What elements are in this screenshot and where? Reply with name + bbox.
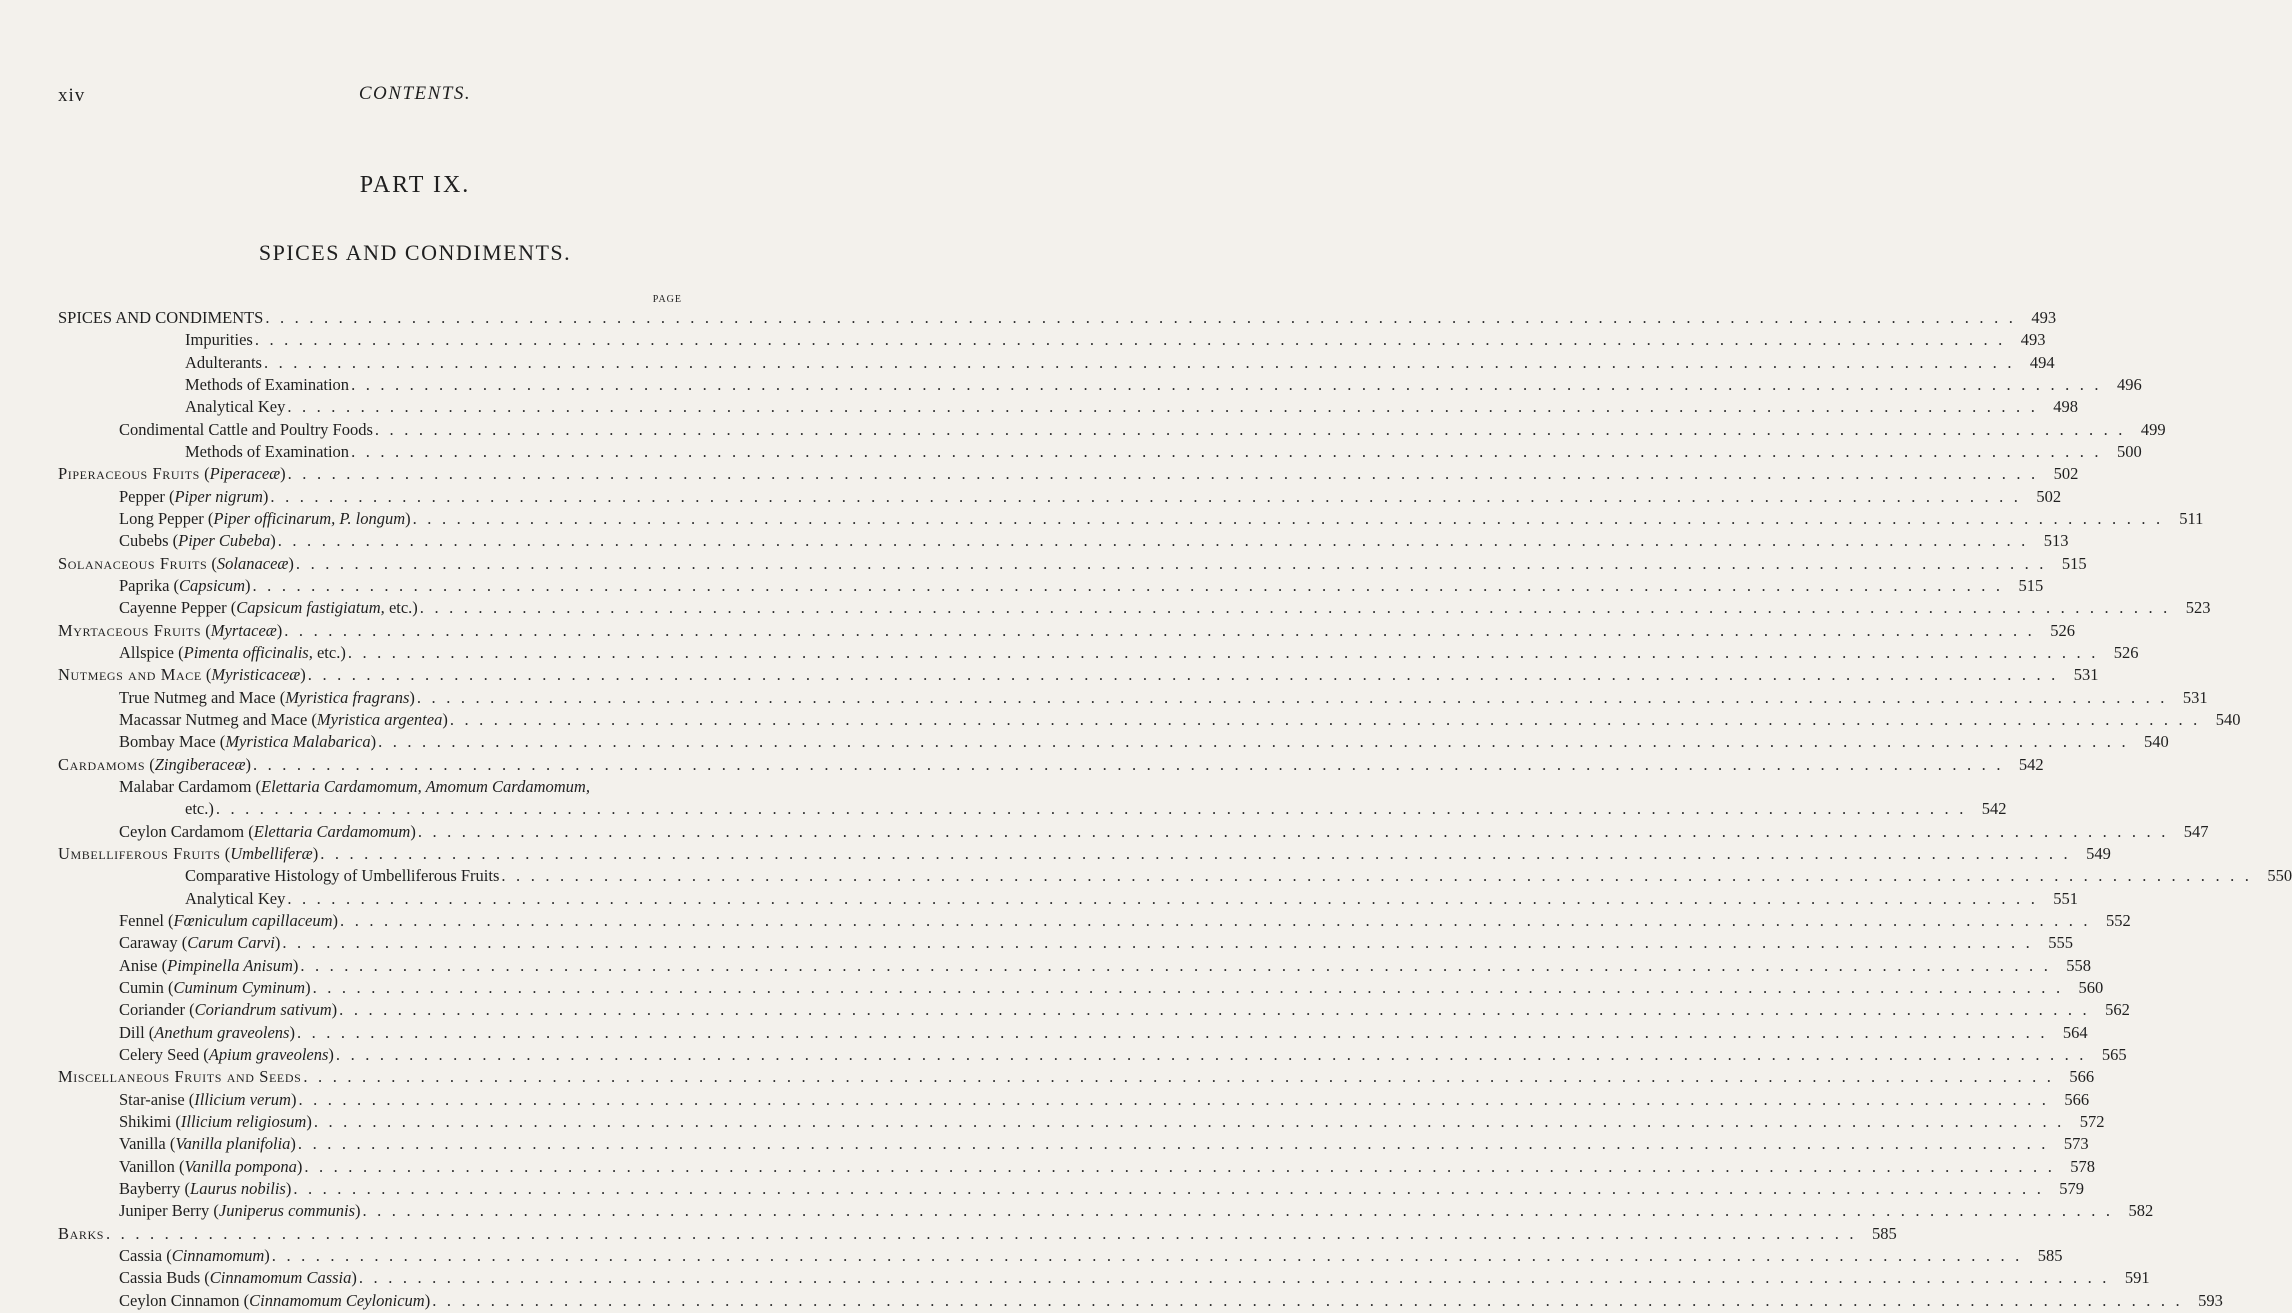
dot-leader: . . . . . . . . . . . . . . . . . . . . . . . . . . . . . . . . . . . . . . . . . . . . . . . . . . . . . . . . . . . . . . . . . . . . . . . . . . . . . . . . . . . . . . . . . . . . . . . . . . . . . . . . . . . . . . . . . . . . . . . . bbox=[313, 1111, 2065, 1131]
toc-entry-title-part: Myristica Malabarica bbox=[225, 732, 371, 752]
toc-entry bbox=[119, 1268, 2150, 1290]
toc-entry-page-number: 502 bbox=[2053, 464, 2079, 484]
toc-entry-title bbox=[119, 911, 338, 931]
toc-entry bbox=[119, 1044, 2127, 1067]
dot-leader: . . . . . . . . . . . . . . . . . . . . . . . . . . . . . . . . . . . . . . . . . . . . . . . . . . . . . . . . . . . . . . . . . . . . . . . . . . . . . . . . . . . . . . . . . . . . . . . . . . . . . . . . . . . . . . . . . . . . . . . . bbox=[254, 330, 2006, 350]
toc-entry-page-number: 523 bbox=[2185, 598, 2211, 618]
toc-entry-title-part: Illicium verum bbox=[194, 1089, 291, 1109]
dot-leader: . . . . . . . . . . . . . . . . . . . . . . . . . . . . . . . . . . . . . . . . . . . . . . . . . . . . . . . . . . . . . . . . . . . . . . . . . . . . . . . . . . . . . . . . . . . . . . . . . . . . . . . . . . . . . . . . . . . . . . . . bbox=[252, 754, 2004, 774]
toc-entry-title-part: Ceylon Cardamom ( bbox=[119, 821, 254, 841]
toc-entry bbox=[119, 977, 2104, 1000]
dot-leader: . . . . . . . . . . . . . . . . . . . . . . . . . . . . . . . . . . . . . . . . . . . . . . . . . . . . . . . . . . . . . . . . . . . . . . . . . . . . . . . . . . . . . . . . . . . . . . . . . . . . . . . . . . . . . . . . . . . . . . . . bbox=[351, 441, 2102, 461]
toc-entry-title-part: Anise ( bbox=[119, 955, 168, 975]
toc-entry-title bbox=[58, 621, 282, 641]
toc-entry-title bbox=[119, 933, 280, 953]
toc-entry-title-part: Impurities bbox=[185, 330, 253, 350]
toc-entry-title bbox=[119, 956, 298, 976]
toc-entry-title bbox=[119, 643, 346, 663]
toc-entry-title-part: ) bbox=[405, 508, 411, 528]
toc-entry-title bbox=[119, 1291, 430, 1311]
dot-leader: . . . . . . . . . . . . . . . . . . . . . . . . . . . . . . . . . . . . . . . . . . . . . . . . . . . . . . . . . . . . . . . . . . . . . . . . . . . . . . . . . . . . . . . . . . . . . . . . . . . . . . . . . . . . . . . . . . . . . . . . bbox=[412, 508, 2164, 528]
toc-entry-title-part: Methods of Examination bbox=[185, 441, 350, 461]
toc-entry-page-number: 593 bbox=[2198, 1290, 2223, 1310]
toc-entry-title-part: ) bbox=[292, 955, 299, 975]
toc-entry bbox=[185, 888, 2079, 911]
toc-entry-title-part: etc.) bbox=[312, 642, 346, 662]
toc-entry-title-part: ) bbox=[306, 1111, 312, 1131]
toc-entry-title bbox=[119, 1045, 334, 1065]
toc-entry-title-part: ) bbox=[276, 620, 283, 640]
toc-entry-title bbox=[185, 866, 499, 886]
toc-entry-title-part: Cassia ( bbox=[119, 1245, 172, 1265]
dot-leader: . . . . . . . . . . . . . . . . . . . . . . . . . . . . . . . . . . . . . . . . . . . . . . . . . . . . . . . . . . . . . . . . . . . . . . . . . . . . . . . . . . . . . . . . . . . . . . . . . . . . . . . . . . . . . . . . . . . . . . . . bbox=[340, 910, 2091, 930]
toc-entry-page-number: 560 bbox=[2078, 977, 2104, 997]
toc-entry-title-part: Methods of Examination bbox=[185, 374, 350, 394]
toc-entry-page-number: 515 bbox=[2018, 575, 2044, 595]
toc-entry-title-part: Fœniculum capillaceum bbox=[173, 910, 333, 930]
toc-entry-title-part: Comparative Histology of Umbelliferous Fruits bbox=[185, 866, 500, 886]
dot-leader: . . . . . . . . . . . . . . . . . . . . . . . . . . . . . . . . . . . . . . . . . . . . . . . . . . . . . . . . . . . . . . . . . . . . . . . . . . . . . . . . . . . . . . . . . . . . . . . . . . . . . . . . . . . . . . . . . . . . . . . . bbox=[416, 687, 2168, 707]
toc-entry-title-part: ) bbox=[312, 843, 319, 863]
toc-entry-title-part: Carum Carvi bbox=[187, 933, 275, 953]
toc-entry-title-part: Bombay Mace ( bbox=[119, 732, 226, 752]
toc-entry-title-part: Vanilla ( bbox=[119, 1134, 176, 1154]
toc-entry-page-number: 572 bbox=[2079, 1111, 2105, 1131]
dot-leader: . . . . . . . . . . . . . . . . . . . . . . . . . . . . . . . . . . . . . . . . . . . . . . . . . . . . . . . . . . . . . . . . . . . . . . . . . . . . . . . . . . . . . . . . . . . . . . . . . . . . . . . . . . . . . . . . . . . . . . . . bbox=[419, 598, 2171, 618]
toc-entry-title-part: ( bbox=[201, 665, 212, 685]
dot-leader: . . . . . . . . . . . . . . . . . . . . . . . . . . . . . . . . . . . . . . . . . . . . . . . . . . . . . . . . . . . . . . . . . . . . . . . . . . . . . . . . . . . . . . . . . . . . . . . . . . . . . . . . . . . . . . . . . . . . . . . . bbox=[362, 1201, 2114, 1221]
toc-entry-title-part: Juniperus communis bbox=[218, 1201, 355, 1221]
dot-leader: . . . . . . . . . . . . . . . . . . . . . . . . . . . . . . . . . . . . . . . . . . . . . . . . . . . . . . . . . . . . . . . . . . . . . . . . . . . . . . . . . . . . . . . . . . . . . . . . . . . . . . . . . . . . . . . . . . . . . . . . bbox=[320, 843, 2071, 863]
toc-entry bbox=[119, 1134, 2089, 1156]
dot-leader: . . . . . . . . . . . . . . . . . . . . . . . . . . . . . . . . . . . . . . . . . . . . . . . . . . . . . . . . . . . . . . . . . . . . . . . . . . . . . . . . . . . . . . . . . . . . . . . . . . . . . . . . . . . . . . . . . . . . . . . . bbox=[307, 665, 2059, 685]
toc-entry-page-number: 526 bbox=[2113, 642, 2139, 662]
toc-entry-title-part: Paprika ( bbox=[119, 575, 180, 595]
toc-entry-title bbox=[58, 308, 263, 328]
dot-leader: . . . . . . . . . . . . . . . . . . . . . . . . . . . . . . . . . . . . . . . . . . . . . . . . . . . . . . . . . . . . . . . . . . . . . . . . . . . . . . . . . . . . . . . . . . . . . . . . . . . . . . . . . . . . . . . . . . . . . . . . bbox=[271, 1245, 2023, 1265]
part-title: PART IX. bbox=[359, 172, 471, 198]
toc-entry-title bbox=[119, 1201, 361, 1221]
toc-entry-title-part: Bayberry ( bbox=[119, 1178, 191, 1198]
toc-entry-title bbox=[58, 665, 306, 685]
toc-entry-page-number: 550 bbox=[2267, 866, 2292, 886]
toc-entry-title-part: Myristica argentea bbox=[316, 709, 443, 729]
dot-leader: . . . . . . . . . . . . . . . . . . . . . . . . . . . . . . . . . . . . . . . . . . . . . . . . . . . . . . . . . . . . . . . . . . . . . . . . . . . . . . . . . . . . . . . . . . . . . . . . . . . . . . . . . . . . . . . . . . . . . . . . bbox=[270, 486, 2022, 506]
dot-leader: . . . . . . . . . . . . . . . . . . . . . . . . . . . . . . . . . . . . . . . . . . . . . . . . . . . . . . . . . . . . . . . . . . . . . . . . . . . . . . . . . . . . . . . . . . . . . . . . . . . . . . . . . . . . . . . . . . . . . . . . bbox=[287, 888, 2039, 908]
dot-leader: . . . . . . . . . . . . . . . . . . . . . . . . . . . . . . . . . . . . . . . . . . . . . . . . . . . . . . . . . . . . . . . . . . . . . . . . . . . . . . . . . . . . . . . . . . . . . . . . . . . . . . . . . . . . . . . . . . . . . . . . bbox=[339, 1000, 2090, 1020]
toc-entry-title-part: Myrtaceous Fruits bbox=[58, 620, 202, 640]
dot-leader: . . . . . . . . . . . . . . . . . . . . . . . . . . . . . . . . . . . . . . . . . . . . . . . . . . . . . . . . . . . . . . . . . . . . . . . . . . . . . . . . . . . . . . . . . . . . . . . . . . . . . . . . . . . . . . . . . . . . . . . . bbox=[312, 977, 2064, 997]
toc-entry bbox=[185, 441, 2142, 464]
dot-leader: . . . . . . . . . . . . . . . . . . . . . . . . . . . . . . . . . . . . . . . . . . . . . . . . . . . . . . . . . . . . . . . . . . . . . . . . . . . . . . . . . . . . . . . . . . . . . . . . . . . . . . . . . . . . . . . . . . . . . . . . bbox=[263, 352, 2015, 372]
toc-entry-title bbox=[58, 1224, 104, 1244]
toc-entry bbox=[58, 843, 2111, 866]
toc-entry-page-number: 564 bbox=[2062, 1022, 2088, 1042]
toc-entry-title bbox=[119, 1023, 295, 1043]
toc-entry bbox=[119, 1201, 2154, 1223]
toc-entry-page-number: 500 bbox=[2117, 441, 2142, 461]
toc-entry-title-part: ) bbox=[328, 1044, 334, 1064]
toc-entry bbox=[119, 955, 2092, 978]
toc-entry-title bbox=[119, 710, 448, 730]
toc-entry-title-part: SPICES AND CONDIMENTS bbox=[58, 308, 264, 327]
toc-entry-title-part: Nutmegs and Mace bbox=[58, 665, 202, 685]
toc-entry bbox=[119, 1156, 2096, 1179]
dot-leader: . . . . . . . . . . . . . . . . . . . . . . . . . . . . . . . . . . . . . . . . . . . . . . . . . . . . . . . . . . . . . . . . . . . . . . . . . . . . . . . . . . . . . . . . . . . . . . . . . . . . . . . . . . . . . . . . . . . . . . . . bbox=[297, 1134, 2049, 1154]
toc-entry-title-part: ) bbox=[442, 709, 448, 729]
dot-leader: . . . . . . . . . . . . . . . . . . . . . . . . . . . . . . . . . . . . . . . . . . . . . . . . . . . . . . . . . . . . . . . . . . . . . . . . . . . . . . . . . . . . . . . . . . . . . . . . . . . . . . . . . . . . . . . . . . . . . . . . bbox=[282, 933, 2034, 953]
toc-entry-title-part: ) bbox=[370, 732, 377, 752]
toc-entry-title-part: Myrtaceæ bbox=[210, 620, 277, 640]
toc-entry bbox=[58, 464, 2079, 486]
toc-entry bbox=[119, 1089, 2090, 1112]
toc-entry-title-part: etc.) bbox=[185, 799, 214, 819]
toc-entry-title-part: Cassia Buds ( bbox=[119, 1268, 210, 1288]
toc-entry-title-part: ) bbox=[288, 553, 294, 573]
toc-entry-title bbox=[119, 1268, 357, 1288]
toc-entry-title-part: Cuminum Cyminum bbox=[173, 977, 306, 997]
toc-entry-page-number: 499 bbox=[2140, 419, 2166, 439]
toc-entry bbox=[119, 575, 2044, 598]
toc-entry bbox=[58, 1067, 2095, 1089]
toc-entry-title bbox=[119, 978, 311, 998]
dot-leader: . . . . . . . . . . . . . . . . . . . . . . . . . . . . . . . . . . . . . . . . . . . . . . . . . . . . . . . . . . . . . . . . . . . . . . . . . . . . . . . . . . . . . . . . . . . . . . . . . . . . . . . . . . . . . . . . . . . . . . . . bbox=[347, 642, 2099, 662]
toc-entry bbox=[119, 933, 2074, 955]
toc-entry bbox=[119, 508, 2204, 531]
toc-entry-title-part: Vanilla pompona bbox=[184, 1156, 297, 1176]
toc-entry-page-number: 531 bbox=[2073, 665, 2099, 685]
toc-entry-title-part: Miscellaneous Fruits and Seeds bbox=[58, 1067, 302, 1087]
toc-entry-title-part: Elettaria Cardamomum, Amomum Cardamomum, bbox=[261, 776, 590, 796]
toc-entry bbox=[119, 687, 2208, 710]
toc-entry bbox=[119, 1245, 2063, 1268]
toc-entry-title-part: Piperaceous Fruits bbox=[58, 464, 200, 484]
dot-leader: . . . . . . . . . . . . . . . . . . . . . . . . . . . . . . . . . . . . . . . . . . . . . . . . . . . . . . . . . . . . . . . . . . . . . . . . . . . . . . . . . . . . . . . . . . . . . . . . . . . . . . . . . . . . . . . . . . . . . . . . bbox=[287, 464, 2039, 484]
toc-entry-title-part: ( bbox=[207, 553, 217, 573]
toc-entry-title-part: Pimenta officinalis, bbox=[183, 642, 313, 662]
toc-entry-title-part: Vanilla planifolia bbox=[175, 1134, 291, 1154]
toc-entry-title bbox=[119, 732, 376, 752]
toc-entry-title-part: Cinnamomum bbox=[171, 1245, 265, 1265]
toc-entry bbox=[119, 1000, 2130, 1022]
toc-entry-page-number: 494 bbox=[2029, 352, 2055, 372]
toc-entry-page-number: 558 bbox=[2066, 955, 2092, 975]
toc-entry-page-number: 526 bbox=[2050, 620, 2075, 640]
toc-entry-title-part: Myristica fragrans bbox=[285, 687, 410, 707]
toc-entry bbox=[119, 1178, 2085, 1201]
toc-entry-title-part: ) bbox=[274, 933, 281, 953]
section-title: SPICES AND CONDIMENTS. bbox=[258, 240, 572, 265]
dot-leader: . . . . . . . . . . . . . . . . . . . . . . . . . . . . . . . . . . . . . . . . . . . . . . . . . . . . . . . . . . . . . . . . . . . . . . . . . . . . . . . . . . . . . . . . . . . . . . . . . . . . . . . . . . . . . . . . . . . . . . . . bbox=[417, 821, 2169, 841]
toc-entry-title-part: Elettaria Cardamomum bbox=[253, 821, 411, 841]
dot-leader: . . . . . . . . . . . . . . . . . . . . . . . . . . . . . . . . . . . . . . . . . . . . . . . . . . . . . . . . . . . . . . . . . . . . . . . . . . . . . . . . . . . . . . . . . . . . . . . . . . . . . . . . . . . . . . . . . . . . . . . . bbox=[303, 1067, 2055, 1087]
toc-entry-title-part: Piper officinarum, P. longum bbox=[213, 508, 406, 528]
toc-entry-page-number: 515 bbox=[2061, 553, 2087, 573]
toc-entry-title-part: Vanillon ( bbox=[119, 1156, 185, 1176]
toc-entry-title bbox=[119, 531, 276, 551]
toc-entry-title bbox=[58, 844, 318, 864]
dot-leader: . . . . . . . . . . . . . . . . . . . . . . . . . . . . . . . . . . . . . . . . . . . . . . . . . . . . . . . . . . . . . . . . . . . . . . . . . . . . . . . . . . . . . . . . . . . . . . . . . . . . . . . . . . . . . . . . . . . . . . . . bbox=[215, 799, 1967, 819]
toc-entry-title-part: Laurus nobilis bbox=[190, 1178, 286, 1198]
toc-entry bbox=[58, 620, 2075, 643]
toc-entry-title-part: Cinnamomum Cassia bbox=[209, 1268, 352, 1288]
toc-entry bbox=[58, 308, 2057, 330]
toc-entry-page-number: 496 bbox=[2117, 374, 2142, 394]
toc-entry-title-part: ) bbox=[289, 1022, 295, 1042]
toc-entry-page-number: 549 bbox=[2086, 843, 2111, 863]
toc-entry-title-part: ) bbox=[300, 665, 306, 685]
toc-entry bbox=[185, 352, 2055, 375]
toc-entry-title-part: Apium graveolens bbox=[208, 1044, 329, 1064]
toc-entry bbox=[119, 1290, 2223, 1313]
toc-entry bbox=[58, 553, 2087, 576]
toc-entry bbox=[119, 531, 2069, 553]
toc-entry-title-part: ) bbox=[290, 1089, 297, 1109]
page-folio: xiv bbox=[58, 85, 86, 106]
toc-entry-page-number: 585 bbox=[2037, 1245, 2063, 1265]
toc-entry-title-part: Umbelliferæ bbox=[230, 843, 313, 863]
dot-leader: . . . . . . . . . . . . . . . . . . . . . . . . . . . . . . . . . . . . . . . . . . . . . . . . . . . . . . . . . . . . . . . . . . . . . . . . . . . . . . . . . . . . . . . . . . . . . . . . . . . . . . . . . . . . . . . . . . . . . . . . bbox=[304, 1156, 2056, 1176]
toc-entry-page-number: 531 bbox=[2182, 687, 2208, 707]
toc-entry-page-number: 565 bbox=[2101, 1044, 2127, 1064]
toc-entry-title bbox=[119, 420, 373, 440]
toc-entry-title-part: Anethum graveolens bbox=[154, 1022, 290, 1042]
toc-entry-title-part: Piper Cubeba bbox=[178, 531, 271, 551]
toc-entry-page-number: 551 bbox=[2053, 888, 2079, 908]
dot-leader: . . . . . . . . . . . . . . . . . . . . . . . . . . . . . . . . . . . . . . . . . . . . . . . . . . . . . . . . . . . . . . . . . . . . . . . . . . . . . . . . . . . . . . . . . . . . . . . . . . . . . . . . . . . . . . . . . . . . . . . . bbox=[432, 1290, 2183, 1310]
toc-entry-title-part: Ceylon Cinnamon ( bbox=[119, 1290, 250, 1310]
toc-entry-page-number: 547 bbox=[2183, 821, 2209, 841]
toc-entry-title bbox=[119, 688, 415, 708]
toc-entry-title-part: ) bbox=[285, 1178, 292, 1198]
toc-entry-page-number: 579 bbox=[2059, 1178, 2085, 1198]
toc-entry-title-part: True Nutmeg and Mace ( bbox=[119, 687, 286, 707]
toc-entry-title bbox=[119, 1157, 302, 1177]
toc-entry-title bbox=[119, 1134, 296, 1154]
toc-entry-title-part: Zingiberaceæ bbox=[154, 754, 246, 774]
toc-entry bbox=[119, 419, 2166, 442]
toc-entry-title-part: Solanaceæ bbox=[216, 553, 289, 573]
toc-entry-title bbox=[58, 755, 251, 775]
toc-entry-title bbox=[185, 889, 285, 909]
toc-entry-title bbox=[185, 799, 214, 819]
toc-entry-title-part: Adulterants bbox=[185, 352, 262, 372]
toc-entry-title-part: Condimental Cattle and Poultry Foods bbox=[119, 419, 373, 439]
toc-entry bbox=[185, 330, 2046, 352]
toc-entry-title-part: ) bbox=[270, 531, 276, 551]
toc-entry-title-part: Cayenne Pepper ( bbox=[119, 598, 237, 618]
running-head: CONTENTS. bbox=[358, 83, 472, 104]
toc-entry-title-part: Long Pepper ( bbox=[119, 508, 214, 528]
toc-entry-page-number: 585 bbox=[1871, 1223, 1897, 1243]
toc-entry-title-part: Analytical Key bbox=[185, 397, 286, 417]
toc-entry-title-part: ( bbox=[201, 620, 211, 640]
toc-entry-title bbox=[185, 397, 285, 417]
dot-leader: . . . . . . . . . . . . . . . . . . . . . . . . . . . . . . . . . . . . . . . . . . . . . . . . . . . . . . . . . . . . . . . . . . . . . . . . . . . . . . . . . . . . . . . . . . . . . . . . . . . . . . . . . . . . . . . . . . . . . . . . bbox=[449, 709, 2201, 729]
dot-leader: . . . . . . . . . . . . . . . . . . . . . . . . . . . . . . . . . . . . . . . . . . . . . . . . . . . . . . . . . . . . . . . . . . . . . . . . . . . . . . . . . . . . . . . . . . . . . . . . . . . . . . . . . . . . . . . . . . . . . . . . bbox=[265, 308, 2017, 327]
toc-entry-title-part: Piper nigrum bbox=[174, 486, 263, 506]
toc-entry-title bbox=[119, 1246, 270, 1266]
toc-entry-title-part: Cubebs ( bbox=[119, 531, 179, 551]
toc-entry-title-part: Caraway ( bbox=[119, 933, 188, 953]
toc-entry-title-part: Capsicum bbox=[179, 575, 246, 595]
toc-entry-title-part: Umbelliferous Fruits bbox=[58, 843, 221, 863]
toc-entry bbox=[185, 866, 2292, 888]
toc-entry bbox=[58, 1223, 1897, 1246]
toc-entry-title-part: Cinnamomum Ceylonicum bbox=[249, 1290, 425, 1310]
toc-entry-title-part: ) bbox=[296, 1156, 303, 1176]
toc-entry-title-part: ) bbox=[290, 1134, 296, 1154]
toc-entry-title-part: ) bbox=[409, 687, 415, 707]
dot-leader: . . . . . . . . . . . . . . . . . . . . . . . . . . . . . . . . . . . . . . . . . . . . . . . . . . . . . . . . . . . . . . . . . . . . . . . . . . . . . . . . . . . . . . . . . . . . . . . . . . . . . . . . . . . . . . . . . . . . . . . . bbox=[358, 1268, 2110, 1288]
toc-entry-title-part: Coriander ( bbox=[119, 1000, 195, 1020]
toc-entry-title-part: Celery Seed ( bbox=[119, 1044, 209, 1064]
toc-entry-title-part: ) bbox=[331, 1000, 338, 1020]
toc-entry-page-number: 513 bbox=[2043, 531, 2069, 551]
toc-entry-title-part: ( bbox=[220, 843, 231, 863]
toc-entry-title-part: Dill ( bbox=[119, 1022, 155, 1042]
toc-entry-title-part: ) bbox=[355, 1201, 361, 1221]
dot-leader: . . . . . . . . . . . . . . . . . . . . . . . . . . . . . . . . . . . . . . . . . . . . . . . . . . . . . . . . . . . . . . . . . . . . . . . . . . . . . . . . . . . . . . . . . . . . . . . . . . . . . . . . . . . . . . . . . . . . . . . . bbox=[501, 866, 2253, 886]
toc-entry-page-number: 542 bbox=[1981, 799, 2007, 819]
toc-entry-title bbox=[185, 375, 349, 395]
dot-leader: . . . . . . . . . . . . . . . . . . . . . . . . . . . . . . . . . . . . . . . . . . . . . . . . . . . . . . . . . . . . . . . . . . . . . . . . . . . . . . . . . . . . . . . . . . . . . . . . . . . . . . . . . . . . . . . . . . . . . . . . bbox=[300, 955, 2052, 975]
toc-entry-title-part: Shikimi ( bbox=[119, 1111, 181, 1131]
toc-entry-page-number: 498 bbox=[2053, 397, 2079, 417]
toc-entry bbox=[119, 598, 2211, 620]
toc-entry bbox=[119, 910, 2131, 933]
toc-entry-title bbox=[119, 1000, 337, 1020]
toc-entry bbox=[119, 709, 2241, 732]
toc-entry-title bbox=[185, 330, 253, 350]
toc-entry-title bbox=[185, 442, 349, 462]
toc-entry bbox=[58, 754, 2044, 777]
toc-entry-title bbox=[119, 822, 416, 842]
toc-entry bbox=[119, 642, 2139, 665]
toc-entry-title-part: ) bbox=[305, 977, 311, 997]
toc-entry-title-part: Cumin ( bbox=[119, 977, 174, 997]
toc-entry-title-part: Pepper ( bbox=[119, 486, 175, 506]
toc-entry-title-part: Barks bbox=[58, 1223, 105, 1243]
toc-entry-page-number: 552 bbox=[2105, 910, 2131, 930]
toc-entry-title bbox=[119, 487, 268, 507]
toc-entry-title bbox=[119, 1090, 296, 1110]
toc-entry-title-part: Juniper Berry ( bbox=[119, 1201, 219, 1221]
toc-entry-title-part: Illicium religiosum bbox=[180, 1111, 307, 1131]
toc-entry-title-part: ) bbox=[424, 1290, 431, 1310]
toc-entry-title-part: ( bbox=[199, 464, 210, 484]
toc-entry-page-number: 566 bbox=[2069, 1067, 2095, 1087]
toc-entry-title-part: ) bbox=[410, 821, 416, 841]
toc-entry-title-part: Piperaceæ bbox=[209, 464, 281, 484]
dot-leader: . . . . . . . . . . . . . . . . . . . . . . . . . . . . . . . . . . . . . . . . . . . . . . . . . . . . . . . . . . . . . . . . . . . . . . . . . . . . . . . . . . . . . . . . . . . . . . . . . . . . . . . . . . . . . . . . . . . . . . . . bbox=[277, 531, 2029, 551]
toc-entry bbox=[185, 374, 2142, 397]
toc-entry-page-number: 555 bbox=[2048, 933, 2074, 953]
dot-leader: . . . . . . . . . . . . . . . . . . . . . . . . . . . . . . . . . . . . . . . . . . . . . . . . . . . . . . . . . . . . . . . . . . . . . . . . . . . . . . . . . . . . . . . . . . . . . . . . . . . . . . . . . . . . . . . . . . . . . . . . bbox=[284, 620, 2035, 640]
dot-leader: . . . . . . . . . . . . . . . . . . . . . . . . . . . . . . . . . . . . . . . . . . . . . . . . . . . . . . . . . . . . . . . . . . . . . . . . . . . . . . . . . . . . . . . . . . . . . . . . . . . . . . . . . . . . . . . . . . . . . . . . bbox=[351, 374, 2102, 394]
toc-entry-title-part: Solanaceous Fruits bbox=[58, 553, 208, 573]
toc-entry-title-part: Allspice ( bbox=[119, 642, 184, 662]
dot-leader: . . . . . . . . . . . . . . . . . . . . . . . . . . . . . . . . . . . . . . . . . . . . . . . . . . . . . . . . . . . . . . . . . . . . . . . . . . . . . . . . . . . . . . . . . . . . . . . . . . . . . . . . . . . . . . . . . . . . . . . . bbox=[335, 1044, 2087, 1064]
toc-entry-page-number: 566 bbox=[2064, 1089, 2090, 1109]
toc-entry-page-number: 493 bbox=[2020, 330, 2046, 350]
toc-entry bbox=[185, 397, 2079, 419]
toc-entry-title-part: Myristicaceæ bbox=[211, 665, 301, 685]
dot-leader: . . . . . . . . . . . . . . . . . . . . . . . . . . . . . . . . . . . . . . . . . . . . . . . . . . . . . . . . . . . . . . . . . . . . . . . . . . . . . . . . . . . . . . . . . . . . . . . . . . . . . . . . . . . . . . . . . . . . . . . . bbox=[287, 397, 2039, 417]
toc-entry-title-part: etc.) bbox=[384, 598, 418, 618]
toc-entry-title-part: ) bbox=[264, 1245, 270, 1265]
toc-entry-page-number: 540 bbox=[2144, 732, 2169, 752]
dot-leader: . . . . . . . . . . . . . . . . . . . . . . . . . . . . . . . . . . . . . . . . . . . . . . . . . . . . . . . . . . . . . . . . . . . . . . . . . . . . . . . . . . . . . . . . . . . . . . . . . . . . . . . . . . . . . . . . . . . . . . . . bbox=[295, 553, 2047, 573]
toc-entry bbox=[119, 1022, 2088, 1045]
toc-entry-title bbox=[58, 464, 286, 484]
toc-entry-page-number: 511 bbox=[2179, 508, 2204, 528]
toc-entry-title bbox=[58, 1067, 301, 1087]
toc-entry-title-part: ) bbox=[245, 575, 251, 595]
toc-entry-title-part: Malabar Cardamom ( bbox=[119, 776, 262, 796]
toc-entry bbox=[58, 665, 2099, 687]
toc-entry-title-part: ) bbox=[351, 1268, 357, 1288]
toc-entry-page-number: 562 bbox=[2105, 1000, 2130, 1020]
toc-entry-title-part: Star-anise ( bbox=[119, 1089, 195, 1109]
toc-entry-title bbox=[119, 598, 418, 618]
toc-entry-page-number: 582 bbox=[2128, 1201, 2154, 1221]
page-column-label: PAGE bbox=[652, 294, 682, 305]
toc-entry-title bbox=[119, 1112, 312, 1132]
toc-entry-page-number: 578 bbox=[2070, 1156, 2096, 1176]
toc-entry-title bbox=[119, 509, 411, 529]
dot-leader: . . . . . . . . . . . . . . . . . . . . . . . . . . . . . . . . . . . . . . . . . . . . . . . . . . . . . . . . . . . . . . . . . . . . . . . . . . . . . . . . . . . . . . . . . . . . . . . . . . . . . . . . . . . . . . . . . . . . . . . . bbox=[378, 732, 2129, 752]
toc-entry-title-part: ) bbox=[245, 754, 251, 774]
toc-entry bbox=[185, 799, 2007, 821]
toc-entry-page-number: 542 bbox=[2018, 754, 2044, 774]
toc-entry bbox=[119, 1111, 2105, 1134]
toc-entry-title bbox=[119, 576, 251, 596]
toc-entry-page-number: 540 bbox=[2215, 709, 2241, 729]
toc-entry-title-part: Analytical Key bbox=[185, 888, 286, 908]
toc-entry-title-part: Coriandrum sativum bbox=[194, 1000, 332, 1020]
dot-leader: . . . . . . . . . . . . . . . . . . . . . . . . . . . . . . . . . . . . . . . . . . . . . . . . . . . . . . . . . . . . . . . . . . . . . . . . . . . . . . . . . . . . . . . . . . . . . . . . . . . . . . . . . . . . . . . . . . . . . . . . bbox=[298, 1089, 2050, 1109]
toc-entry-title bbox=[185, 353, 262, 373]
toc-entry-page-number: 493 bbox=[2031, 308, 2057, 327]
toc-entry-title-part: ( bbox=[145, 754, 155, 774]
toc-entry-page-number: 591 bbox=[2124, 1268, 2150, 1288]
toc-entry bbox=[119, 821, 2209, 844]
dot-leader: . . . . . . . . . . . . . . . . . . . . . . . . . . . . . . . . . . . . . . . . . . . . . . . . . . . . . . . . . . . . . . . . . . . . . . . . . . . . . . . . . . . . . . . . . . . . . . . . . . . . . . . . . . . . . . . . . . . . . . . . bbox=[106, 1223, 1857, 1243]
toc-entry-title-part: Cardamoms bbox=[58, 754, 146, 774]
toc-entry-title-part: Pimpinella Anisum bbox=[167, 955, 293, 975]
toc-entry-title-part: ) bbox=[262, 486, 269, 506]
dot-leader: . . . . . . . . . . . . . . . . . . . . . . . . . . . . . . . . . . . . . . . . . . . . . . . . . . . . . . . . . . . . . . . . . . . . . . . . . . . . . . . . . . . . . . . . . . . . . . . . . . . . . . . . . . . . . . . . . . . . . . . . bbox=[252, 575, 2004, 595]
dot-leader: . . . . . . . . . . . . . . . . . . . . . . . . . . . . . . . . . . . . . . . . . . . . . . . . . . . . . . . . . . . . . . . . . . . . . . . . . . . . . . . . . . . . . . . . . . . . . . . . . . . . . . . . . . . . . . . . . . . . . . . . bbox=[293, 1178, 2045, 1198]
toc-entry-title-part: Fennel ( bbox=[119, 910, 174, 930]
toc-entry-page-number: 502 bbox=[2036, 486, 2062, 506]
dot-leader: . . . . . . . . . . . . . . . . . . . . . . . . . . . . . . . . . . . . . . . . . . . . . . . . . . . . . . . . . . . . . . . . . . . . . . . . . . . . . . . . . . . . . . . . . . . . . . . . . . . . . . . . . . . . . . . . . . . . . . . . bbox=[374, 419, 2126, 439]
toc-entry-title bbox=[58, 554, 294, 574]
toc-entry-title-part: ) bbox=[280, 464, 286, 484]
dot-leader: . . . . . . . . . . . . . . . . . . . . . . . . . . . . . . . . . . . . . . . . . . . . . . . . . . . . . . . . . . . . . . . . . . . . . . . . . . . . . . . . . . . . . . . . . . . . . . . . . . . . . . . . . . . . . . . . . . . . . . . . bbox=[296, 1022, 2048, 1042]
toc-entry-page-number: 573 bbox=[2063, 1134, 2089, 1154]
toc-entry bbox=[119, 486, 2062, 509]
toc-entry-title bbox=[119, 777, 590, 797]
toc-entry-title bbox=[119, 1179, 291, 1199]
toc-entry-title-part: Macassar Nutmeg and Mace ( bbox=[119, 709, 317, 729]
toc-entry bbox=[119, 777, 738, 799]
toc-entry-title-part: Capsicum fastigiatum, bbox=[236, 598, 385, 618]
toc-entry bbox=[119, 732, 2169, 754]
toc-entry-title-part: ) bbox=[332, 910, 339, 930]
